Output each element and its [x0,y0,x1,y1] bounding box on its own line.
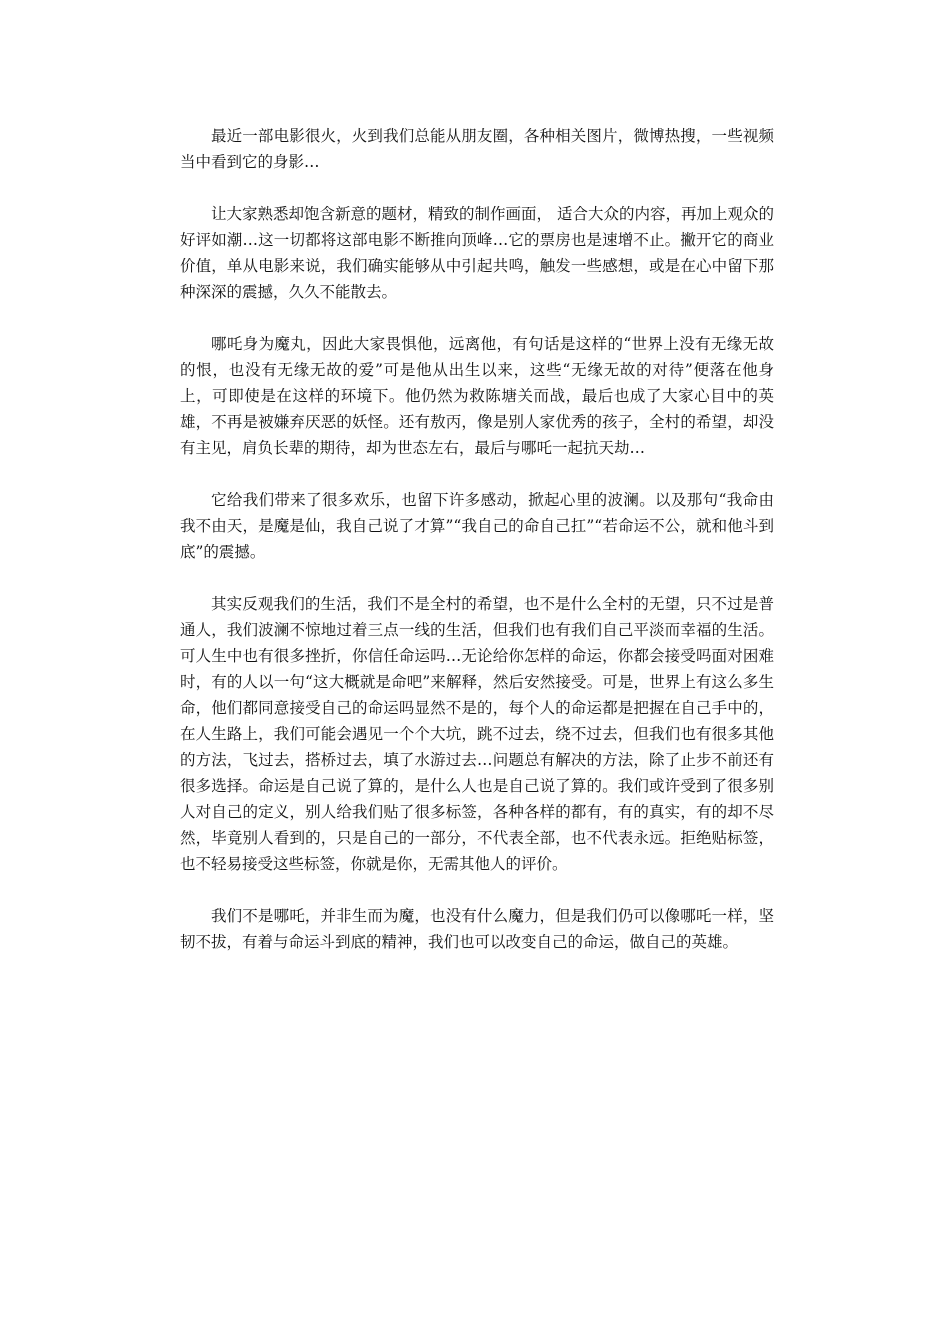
paragraph-6: 我们不是哪吒，并非生而为魔，也没有什么魔力，但是我们仍可以像哪吒一样，坚韧不拔，有着与命运斗到底的精神，我们也可以改变自己的命运，做自己的英雄。 [180,907,774,951]
paragraph-4: 它给我们带来了很多欢乐，也留下许多感动，掀起心里的波澜。以及那句“我命由我不由天，是魔是仙，我自己说了才算”“我自己的命自己扛”“若命运不公，就和他斗到底”的震撼。 [180,491,774,561]
paragraph-2: 让大家熟悉却饱含新意的题材，精致的制作画面， 适合大众的内容，再加上观众的好评如潮…这一切都将这部电影不断推向顶峰…它的票房也是速增不止。撇开它的商业价值，单从电影来说，我们确实能够从中引起共鸣，触发一些感想，或是在心中留下那种深深的震撼，久久不能散去。 [180,205,774,301]
paragraph-1: 最近一部电影很火，火到我们总能从朋友圈，各种相关图片，微博热搜，一些视频当中看到它的身影… [180,127,774,171]
paragraph-5: 其实反观我们的生活，我们不是全村的希望，也不是什么全村的无望，只不过是普通人，我们波澜不惊地过着三点一线的生活，但我们也有我们自己平淡而幸福的生活。可人生中也有很多挫折，你信任命运吗…无论给你怎样的命运，你都会接受吗面对困难时，有的人以一句“这大概就是命吧”来解释，然后安然接受。可是，世界上有这么多生命，他们都同意接受自己的命运吗显然不是的，每个人的命运都是把握在自己手中的，在人生路上，我们可能会遇见一个个大坑，跳不过去，绕不过去，但我们也有很多其他的方法，飞过去，搭桥过去，填了水游过去…问题总有解决的方法，除了止步不前还有很多选择。命运是自己说了算的，是什么人也是自己说了算的。我们或许受到了很多别人对自己的定义，别人给我们贴了很多标签，各种各样的都有，有的真实，有的却不尽然，毕竟别人看到的，只是自己的一部分，不代表全部，也不代表永远。拒绝贴标签，也不轻易接受这些标签，你就是你，无需其他人的评价。 [180,595,774,873]
document-body [180,123,774,981]
paragraph-3: 哪吒身为魔丸，因此大家畏惧他，远离他，有句话是这样的“世界上没有无缘无故的恨，也没有无缘无故的爱”可是他从出生以来，这些“无缘无故的对待”便落在他身上，可即使是在这样的环境下。他仍然为救陈塘关而战，最后也成了大家心目中的英雄，不再是被嫌弃厌恶的妖怪。还有敖丙，像是别人家优秀的孩子，全村的希望，却没有主见，肩负长辈的期待，却为世态左右，最后与哪吒一起抗天劫… [180,335,774,457]
